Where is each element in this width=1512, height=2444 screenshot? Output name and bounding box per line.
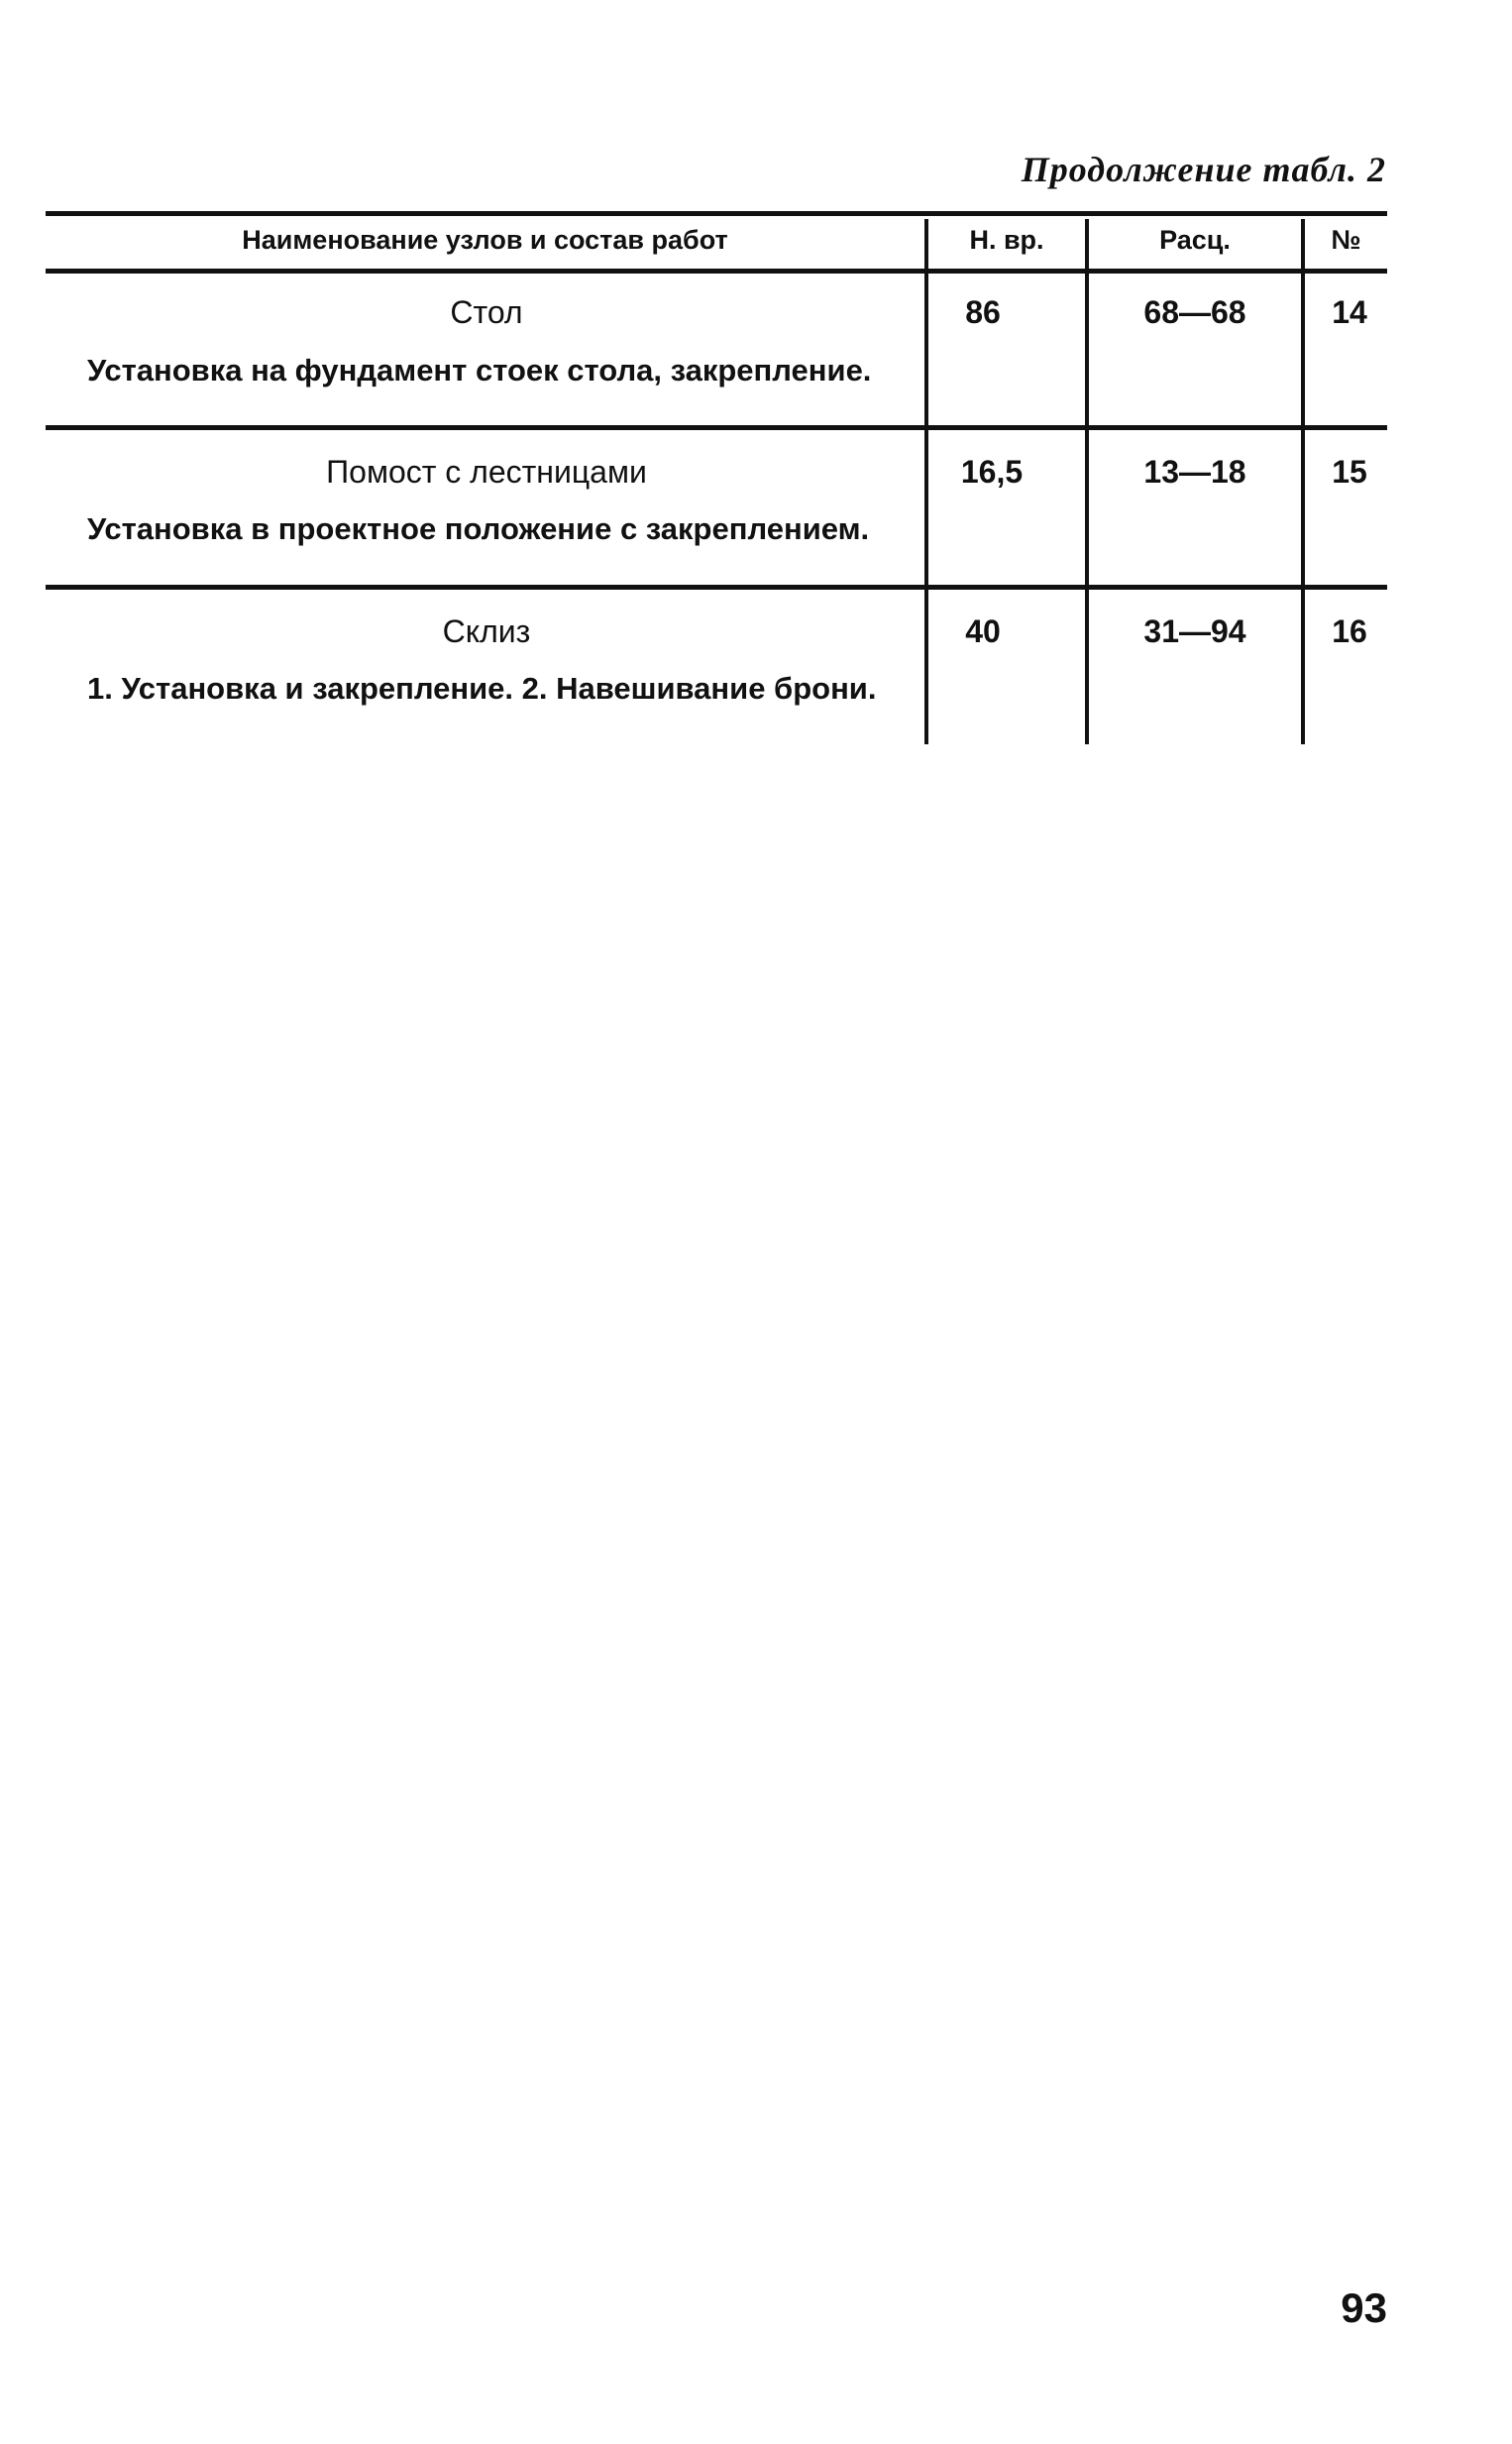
header-rate: Расц. — [1159, 225, 1231, 255]
row-description: Установка на фундамент стоек стола, закрепление. — [87, 353, 872, 388]
header-bottom-rule — [46, 269, 1387, 274]
row-title: Стол — [450, 294, 523, 330]
header-time: Н. вр. — [969, 225, 1044, 255]
header-name: Наименование узлов и состав работ — [242, 225, 728, 255]
row-time: 86 — [965, 294, 1001, 330]
row-num: 15 — [1332, 454, 1367, 490]
row-title: Склиз — [442, 613, 531, 649]
row-time: 16,5 — [960, 454, 1024, 490]
row-time: 40 — [965, 613, 1001, 649]
row-num: 14 — [1332, 294, 1367, 330]
row-num: 16 — [1332, 613, 1367, 649]
table-caption: Продолжение табл. 2 — [1021, 150, 1386, 189]
row-title: Помост с лестницами — [326, 454, 647, 490]
row-separator-1 — [46, 425, 1387, 430]
row-rate: 13—18 — [1143, 454, 1246, 490]
page-number: 93 — [1341, 2284, 1387, 2331]
row-rate: 68—68 — [1143, 294, 1246, 330]
row-separator-2 — [46, 585, 1387, 590]
row-rate: 31—94 — [1143, 613, 1246, 649]
table-top-rule — [46, 211, 1387, 216]
row-description: 1. Установка и закрепление. 2. Навешивание брони. — [87, 671, 877, 706]
row-description: Установка в проектное положение с закреплением. — [87, 511, 870, 546]
header-num: № — [1331, 225, 1361, 255]
